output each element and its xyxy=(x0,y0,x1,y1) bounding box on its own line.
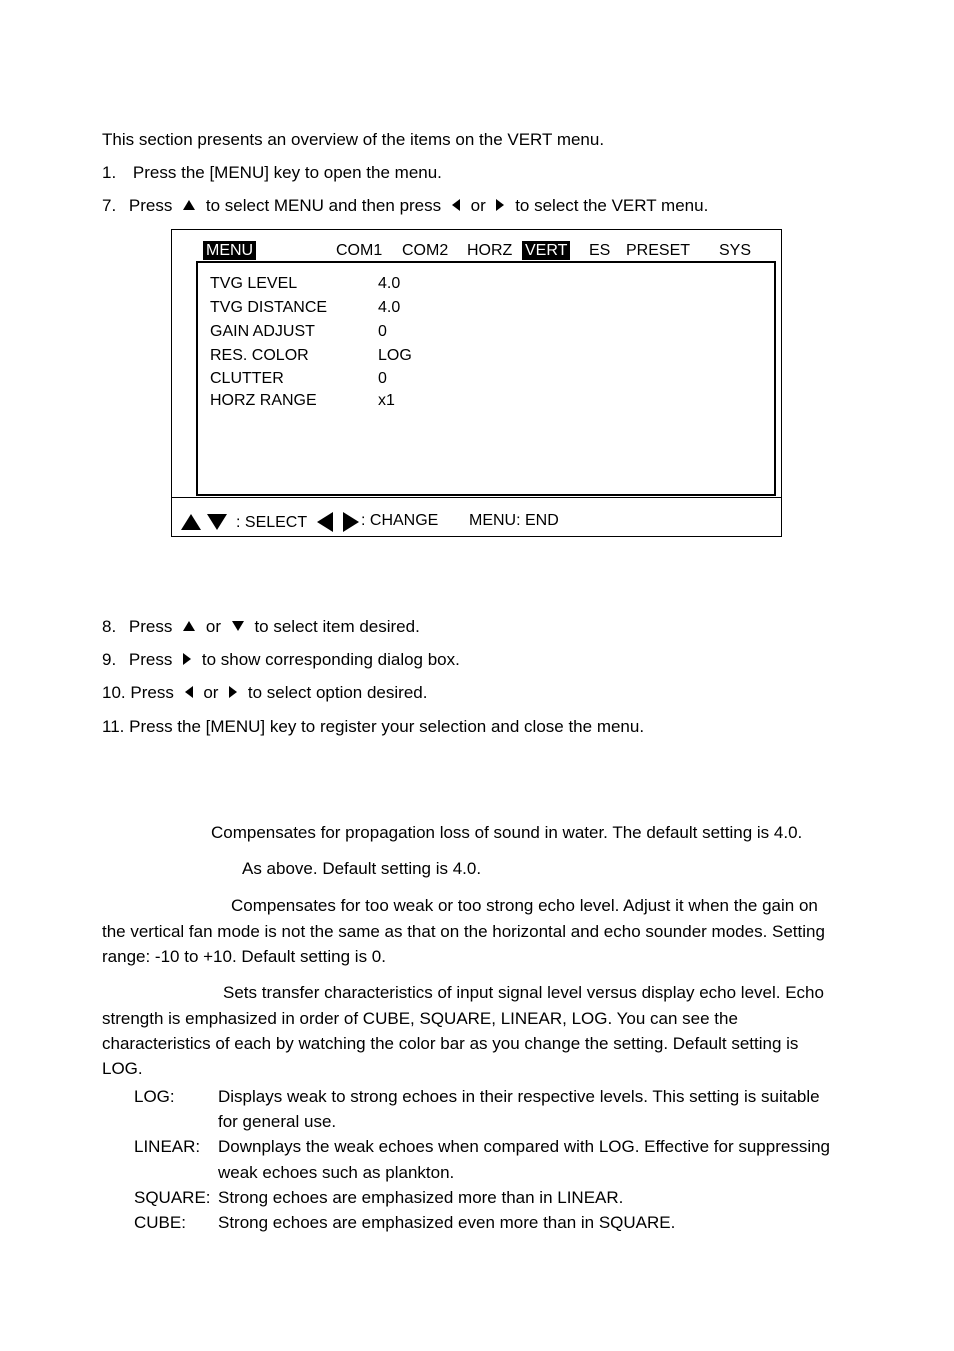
footer-select-hint xyxy=(181,514,227,535)
option-desc-line: Strong echoes are emphasized even more than in SQUARE. xyxy=(218,1213,676,1232)
step-text: or xyxy=(470,196,486,215)
tab-horz: HORZ xyxy=(467,242,513,259)
down-arrow-icon xyxy=(207,514,227,530)
step-text: to select the VERT menu. xyxy=(515,196,709,215)
option-term-cube: CUBE: xyxy=(134,1213,186,1232)
step-number: 10. xyxy=(102,683,126,702)
step-11 xyxy=(102,717,644,737)
step-text: Press xyxy=(130,683,174,702)
menu-item-label: GAIN ADJUST xyxy=(210,323,315,340)
desc-gain-adjust-line: range: -10 to +10. Default setting is 0. xyxy=(102,947,386,966)
option-desc-line: weak echoes such as plankton. xyxy=(218,1163,455,1182)
option-term-linear: LINEAR: xyxy=(134,1137,201,1156)
tab-com1: COM1 xyxy=(336,242,383,259)
desc-res-color-line: LOG. xyxy=(102,1059,143,1078)
left-arrow-icon xyxy=(452,199,460,211)
option-desc-line: Downplays the weak echoes when compared with LOG. Effective for suppressing xyxy=(218,1137,830,1156)
left-arrow-icon xyxy=(185,686,193,698)
step-text: to select option desired. xyxy=(247,683,428,702)
right-arrow-icon xyxy=(183,653,191,665)
right-arrow-icon xyxy=(496,199,504,211)
step-10 xyxy=(102,683,427,703)
step-text: or xyxy=(203,683,219,702)
menu-item-value: LOG xyxy=(378,347,412,364)
step-8 xyxy=(102,617,420,637)
up-arrow-icon xyxy=(181,514,201,530)
menu-item-value: 0 xyxy=(378,323,387,340)
menu-item-label: RES. COLOR xyxy=(210,347,309,364)
tab-sys: SYS xyxy=(719,242,752,259)
menu-item-label: CLUTTER xyxy=(210,370,284,387)
desc-tvg-level: Compensates for propagation loss of sound in water. The default setting is 4.0. xyxy=(211,823,803,842)
step-text: to select item desired. xyxy=(254,617,420,636)
step-text: Press xyxy=(128,617,173,636)
footer-end-label: MENU: END xyxy=(469,512,559,529)
step-text: to show corresponding dialog box. xyxy=(201,650,460,669)
step-text: Press xyxy=(128,196,173,215)
menu-item-value: 4.0 xyxy=(378,275,401,292)
right-arrow-icon xyxy=(343,512,359,532)
step-text: Press the [MENU] key to register your selection and close the menu. xyxy=(129,717,645,736)
step-number: 8. xyxy=(102,617,117,636)
down-arrow-icon xyxy=(232,621,244,631)
tab-com2: COM2 xyxy=(402,242,449,259)
option-desc-line: Displays weak to strong echoes in their respective levels. This setting is suitable xyxy=(218,1087,820,1106)
footer-change-hint xyxy=(317,512,359,537)
left-arrow-icon xyxy=(317,512,333,532)
up-arrow-icon xyxy=(183,621,195,631)
desc-res-color-line: strength is emphasized in order of CUBE, SQUARE, LINEAR, LOG. You can see the xyxy=(102,1009,738,1028)
tab-menu: MENU xyxy=(203,241,256,260)
step-number: 9. xyxy=(102,650,117,669)
menu-item-label: TVG LEVEL xyxy=(210,275,298,292)
vert-menu-screen xyxy=(171,229,782,537)
step-text: to select MENU and then press xyxy=(205,196,442,215)
menu-item-value: 4.0 xyxy=(378,299,401,316)
step-9 xyxy=(102,650,460,670)
step-number: 7. xyxy=(102,196,117,215)
desc-gain-adjust-line: Compensates for too weak or too strong echo level. Adjust it when the gain on xyxy=(231,896,818,915)
tab-es: ES xyxy=(589,242,611,259)
option-term-square: SQUARE: xyxy=(134,1188,211,1207)
tab-preset: PRESET xyxy=(626,242,691,259)
footer-select-label: : SELECT xyxy=(236,514,308,531)
menu-item-value: x1 xyxy=(378,392,395,409)
menu-item-label: TVG DISTANCE xyxy=(210,299,328,316)
option-term-log: LOG: xyxy=(134,1087,175,1106)
step-text: Press the [MENU] key to open the menu. xyxy=(132,163,442,182)
menu-item-label: HORZ RANGE xyxy=(210,392,317,409)
up-arrow-icon xyxy=(183,200,195,210)
step-7 xyxy=(102,196,708,216)
step-number: 11. xyxy=(102,717,125,736)
footer-change-label: : CHANGE xyxy=(361,512,439,529)
right-arrow-icon xyxy=(229,686,237,698)
desc-res-color-line: Sets transfer characteristics of input signal level versus display echo level. Echo xyxy=(223,983,824,1002)
menu-item-value: 0 xyxy=(378,370,387,387)
step-text: or xyxy=(205,617,221,636)
intro-text: This section presents an overview of the items on the VERT menu. xyxy=(102,130,605,149)
step-number: 1. xyxy=(102,163,117,182)
option-desc-line: Strong echoes are emphasized more than in LINEAR. xyxy=(218,1188,624,1207)
desc-res-color-line: characteristics of each by watching the color bar as you change the setting. Default setting is xyxy=(102,1034,799,1053)
desc-tvg-distance: As above. Default setting is 4.0. xyxy=(242,859,482,878)
option-desc-line: for general use. xyxy=(218,1112,337,1131)
menu-footer-divider xyxy=(172,497,781,498)
step-1 xyxy=(102,163,442,183)
step-text: Press xyxy=(128,650,173,669)
desc-gain-adjust-line: the vertical fan mode is not the same as that on the horizontal and echo sounder modes. Setting xyxy=(102,922,825,941)
tab-vert: VERT xyxy=(522,241,570,260)
